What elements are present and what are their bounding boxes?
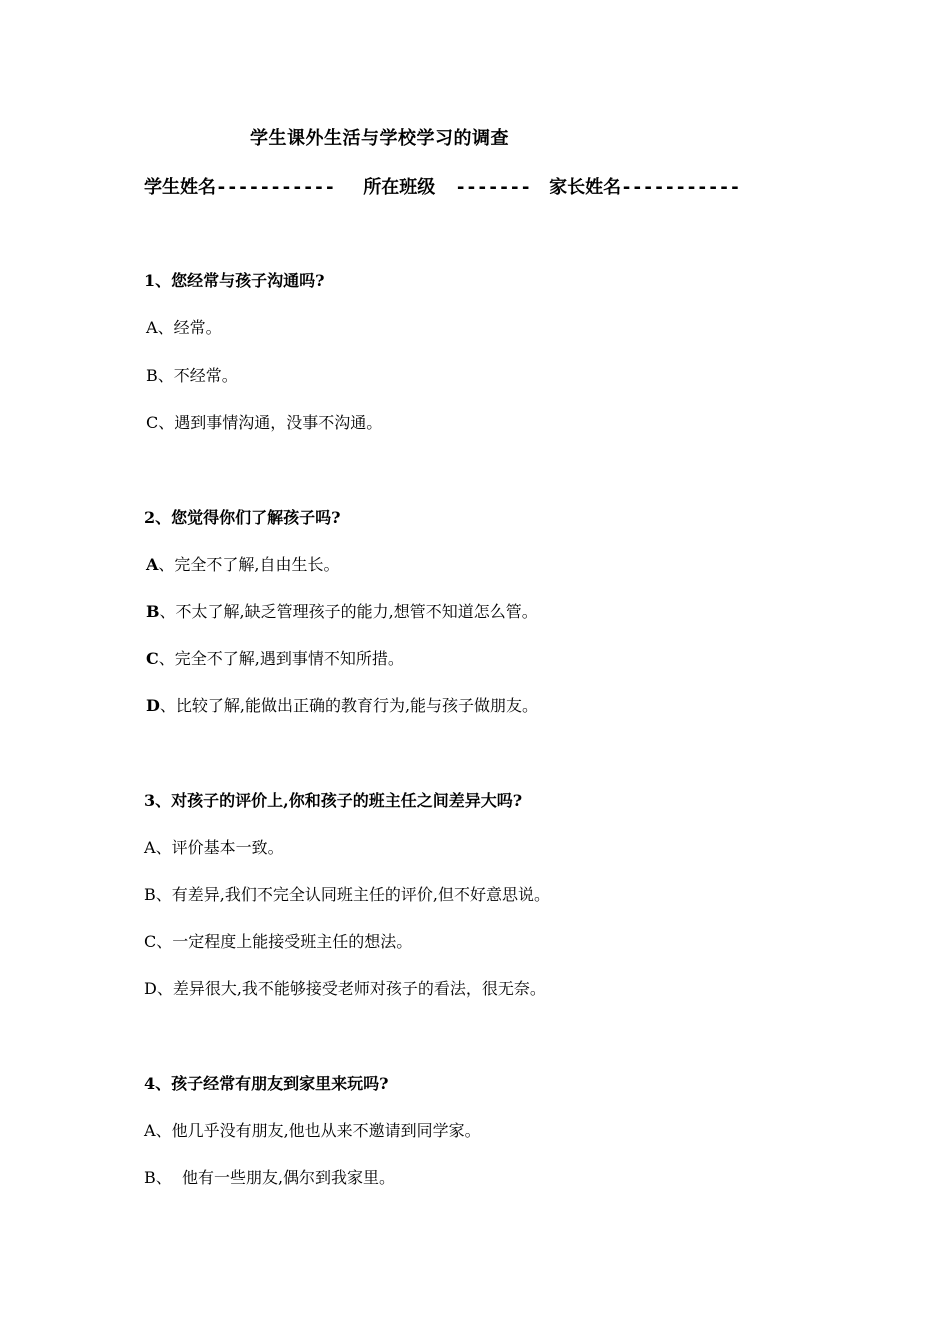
- option-letter: B: [144, 1168, 156, 1187]
- option-text: 、遇到事情沟通，没事不沟通。: [158, 413, 383, 432]
- student-name-blank: -----------: [216, 177, 336, 198]
- question-2-option-b: [146, 599, 538, 622]
- question-2: 2、您觉得你们了解孩子吗?: [144, 508, 341, 527]
- option-letter: A: [146, 318, 158, 337]
- question-3-option-b: [144, 882, 550, 905]
- question-1-option-a: [146, 315, 222, 338]
- question-3: 3、对孩子的评价上,你和孩子的班主任之间差异大吗?: [144, 791, 523, 810]
- option-text: 、完全不了解,自由生长。: [158, 555, 340, 574]
- class-label: 所在班级: [363, 177, 436, 198]
- option-text: 、完全不了解,遇到事情不知所措。: [158, 649, 404, 668]
- option-text: 、有差异,我们不完全认同班主任的评价,但不好意思说。: [155, 885, 550, 904]
- info-row: [144, 173, 740, 199]
- option-letter: C: [146, 649, 159, 668]
- option-text: 、不太了解,缺乏管理孩子的能力,想管不知道怎么管。: [159, 602, 538, 621]
- question-4-option-a: [144, 1118, 481, 1141]
- option-letter: A: [144, 838, 156, 857]
- option-letter: C: [144, 932, 157, 951]
- option-text: 、经常。: [157, 318, 222, 337]
- option-text: 、不经常。: [157, 366, 238, 385]
- option-letter: B: [144, 885, 156, 904]
- question-2-option-c: [146, 646, 404, 669]
- option-text: 、比较了解,能做出正确的教育行为,能与孩子做朋友。: [159, 696, 539, 715]
- parent-name-blank: -----------: [621, 177, 741, 198]
- option-letter: D: [144, 979, 157, 998]
- option-text: 、他几乎没有朋友,他也从来不邀请到同学家。: [155, 1121, 481, 1140]
- question-3-option-a: [144, 835, 284, 858]
- option-letter: D: [146, 696, 160, 715]
- class-blank: -------: [455, 177, 532, 198]
- option-letter: B: [146, 366, 158, 385]
- option-text: 、差异很大,我不能够接受老师对孩子的看法，很无奈。: [156, 979, 546, 998]
- question-3-option-d: [144, 976, 546, 999]
- option-letter: C: [146, 413, 159, 432]
- question-1-option-b: [146, 363, 238, 386]
- option-text: 、 他有一些朋友,偶尔到我家里。: [155, 1168, 396, 1187]
- page-title: 学生课外生活与学校学习的调查: [250, 128, 509, 149]
- parent-name-label: 家长姓名: [549, 177, 622, 198]
- option-text: 、评价基本一致。: [155, 838, 284, 857]
- student-name-label: 学生姓名: [144, 177, 216, 198]
- question-1: 1、您经常与孩子沟通吗?: [144, 271, 325, 290]
- option-text: 、一定程度上能接受班主任的想法。: [156, 932, 413, 951]
- question-2-option-a: [146, 552, 340, 575]
- question-4-option-b: [144, 1165, 395, 1188]
- question-2-option-d: [146, 693, 538, 716]
- option-letter: A: [144, 1121, 156, 1140]
- option-letter: A: [146, 555, 159, 574]
- question-3-option-c: [144, 929, 412, 952]
- option-letter: B: [146, 602, 160, 621]
- question-4: 4、孩子经常有朋友到家里来玩吗?: [144, 1074, 389, 1093]
- question-1-option-c: [146, 410, 382, 433]
